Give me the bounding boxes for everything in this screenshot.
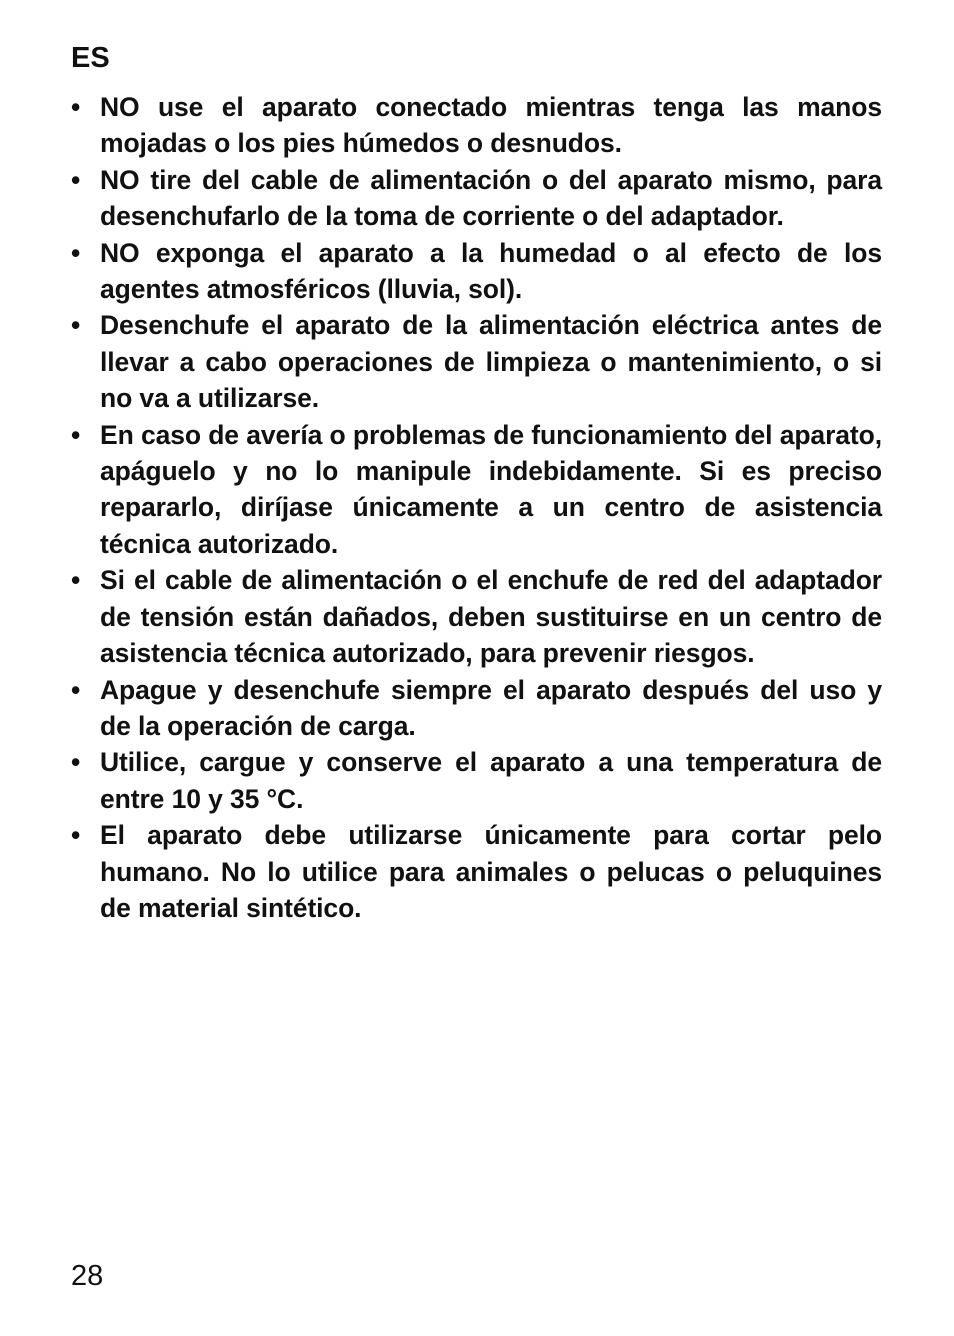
- list-item: [71, 817, 882, 926]
- list-item-text: NO use el aparato conectado mientras tenga las manos mojadas o los pies húmedos o desnudos.: [100, 92, 882, 159]
- list-item-text: NO tire del cable de alimentación o del aparato mismo, para desenchufarlo de la toma de corriente o del adaptador.: [100, 164, 882, 232]
- bullet-icon: •: [71, 565, 81, 596]
- list-item-text: Desenchufe el aparato de la alimentación eléctrica antes de llevar a cabo operaciones de limpieza o mantenimiento, o si no va a utilizarse.: [100, 310, 882, 414]
- page-number: 28: [71, 1260, 104, 1292]
- bullet-icon: •: [71, 419, 81, 450]
- list-item-text: En caso de avería o problemas de funcionamiento del aparato, apáguelo y no lo manipule indebidamente. Si es preciso repararlo, diríjase únicamente a un centro de asistencia técnica autorizado.: [100, 419, 882, 559]
- bullet-icon: •: [71, 674, 81, 705]
- list-item-text: Utilice, cargue y conserve el aparato a una temperatura de entre 10 y 35 °C.: [100, 747, 882, 814]
- list-item: [71, 307, 882, 416]
- list-item: [71, 744, 882, 817]
- language-code: ES: [71, 42, 110, 74]
- list-item: [71, 162, 882, 235]
- list-item-text: NO exponga el aparato a la humedad o al efecto de los agentes atmosféricos (lluvia, sol).: [100, 237, 882, 305]
- list-item-text: Apague y desenchufe siempre el aparato después del uso y de la operación de carga.: [100, 674, 882, 741]
- bullet-icon: •: [71, 92, 81, 122]
- list-item: [71, 89, 882, 162]
- list-item: [71, 235, 882, 308]
- list-item-text: El aparato debe utilizarse únicamente para cortar pelo humano. No lo utilice para animales o pelucas o peluquines de material sintético.: [100, 820, 882, 923]
- list-item: [71, 562, 882, 671]
- bullet-icon: •: [71, 310, 81, 341]
- bullet-icon: •: [71, 237, 81, 268]
- bullet-icon: •: [71, 164, 81, 195]
- list-item-text: Si el cable de alimentación o el enchufe de red del adaptador de tensión están dañados, deben sustituirse en un centro de asistencia técnica autorizado, para prevenir riesgos.: [100, 565, 882, 669]
- bullet-icon: •: [71, 820, 81, 851]
- list-item: [71, 417, 882, 563]
- safety-instructions-list: [71, 89, 882, 926]
- list-item: [71, 672, 882, 745]
- bullet-icon: •: [71, 747, 81, 778]
